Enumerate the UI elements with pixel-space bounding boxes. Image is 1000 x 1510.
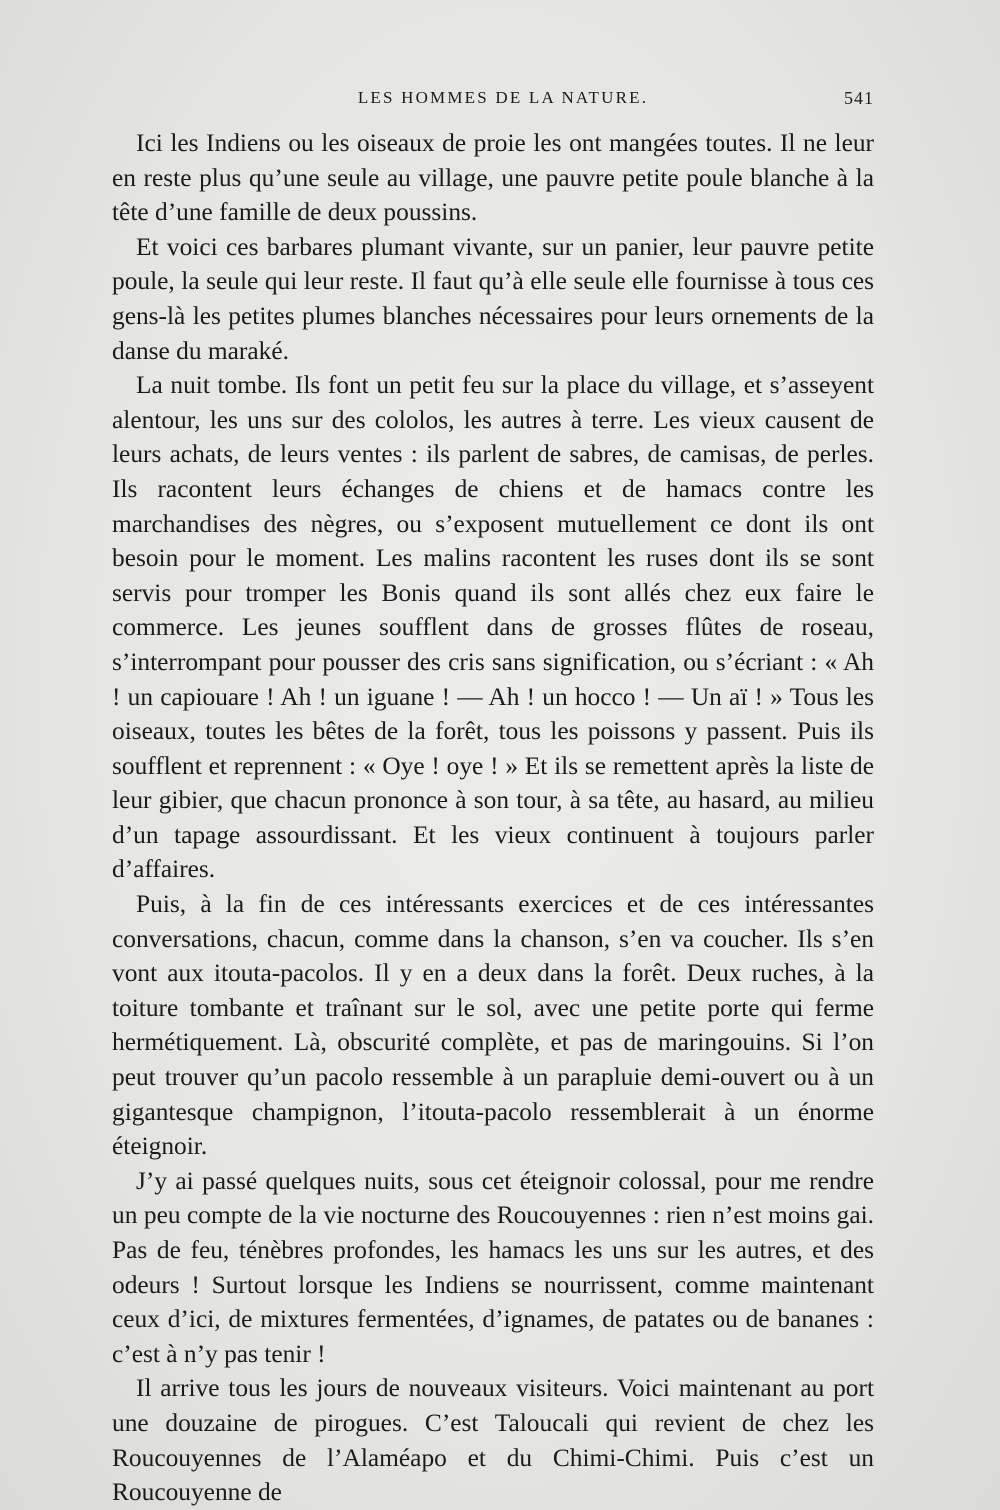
body-text: [112, 126, 874, 1510]
paragraph: Il arrive tous les jours de nouveaux visiteurs. Voici maintenant au port une douzaine de pirogues. C’est Taloucali qui revient de chez les Roucouyennes de l’Alaméapo et du Chimi-Chimi. Puis c’est un Roucouyenne de: [112, 1374, 874, 1507]
paragraph: Puis, à la fin de ces intéressants exercices et de ces intéressantes conversations, chacun, comme dans la chanson, s’en va coucher. Ils s’en vont aux itouta-pacolos. Il y en a deux dans la forêt. Deux ruches, à la toiture tombante et traînant sur le sol, avec une petite porte qui ferme hermétiquement. Là, obscurité complète, et pas de maringouins. Si l’on peut trouver qu’un pacolo ressemble à un parapluie demi-ouvert ou à un gigantesque champignon, l’itouta-pacolo ressemblerait à un énorme éteignoir.: [112, 890, 874, 1161]
paragraph: Ici les Indiens ou les oiseaux de proie les ont mangées toutes. Il ne leur en reste plus qu’une seule au village, une pauvre petite poule blanche à la tête d’une famille de deux poussins.: [112, 129, 874, 227]
paragraph: La nuit tombe. Ils font un petit feu sur la place du village, et s’asseyent alentour, les uns sur des cololos, les autres à terre. Les vieux causent de leurs achats, de leurs ventes : ils parlent de sabres, de camisas, de perles. Ils racontent leurs échanges de chiens et de hamacs contre les marchandises des nègres, ou s’exposent mutuellement ce dont ils ont besoin pour le moment. Les malins racontent les ruses dont ils se sont servis pour tromper les Bonis quand ils sont allés chez eux faire le commerce. Les jeunes soufflent dans de grosses flûtes de roseau, s’interrompant pour pousser des cris sans signification, ou s’écriant : « Ah ! un capiouare ! Ah ! un iguane ! — Ah ! un hocco ! — Un aï ! » Tous les oiseaux, toutes les bêtes de la forêt, tous les poissons y passent. Puis ils soufflent et reprennent : « Oye ! oye ! » Et ils se remettent après la liste de leur gibier, que chacun prononce à son tour, à sa tête, au hasard, au milieu d’un tapage assourdissant. Et les vieux continuent à toujours parler d’affaires.: [112, 371, 874, 884]
paragraph: Et voici ces barbares plumant vivante, sur un panier, leur pauvre petite poule, la seule qui leur reste. Il faut qu’à elle seule elle fournisse à tous ces gens-là les petites plumes blanches nécessaires pour leurs ornements de la danse du maraké.: [112, 232, 874, 365]
page-number: 541: [844, 88, 874, 108]
page-header: [112, 88, 874, 116]
paragraph: J’y ai passé quelques nuits, sous cet éteignoir colossal, pour me rendre un peu compte de la vie nocturne des Roucouyennes : rien n’est moins gai. Pas de feu, ténèbres profondes, les hamacs les uns sur les autres, et des odeurs ! Surtout lorsque les Indiens se nourrissent, comme maintenant ceux d’ici, de mixtures fermentées, d’ignames, de patates ou de bananes : c’est à n’y pas tenir !: [112, 1166, 874, 1368]
running-title: LES HOMMES DE LA NATURE.: [357, 88, 649, 107]
